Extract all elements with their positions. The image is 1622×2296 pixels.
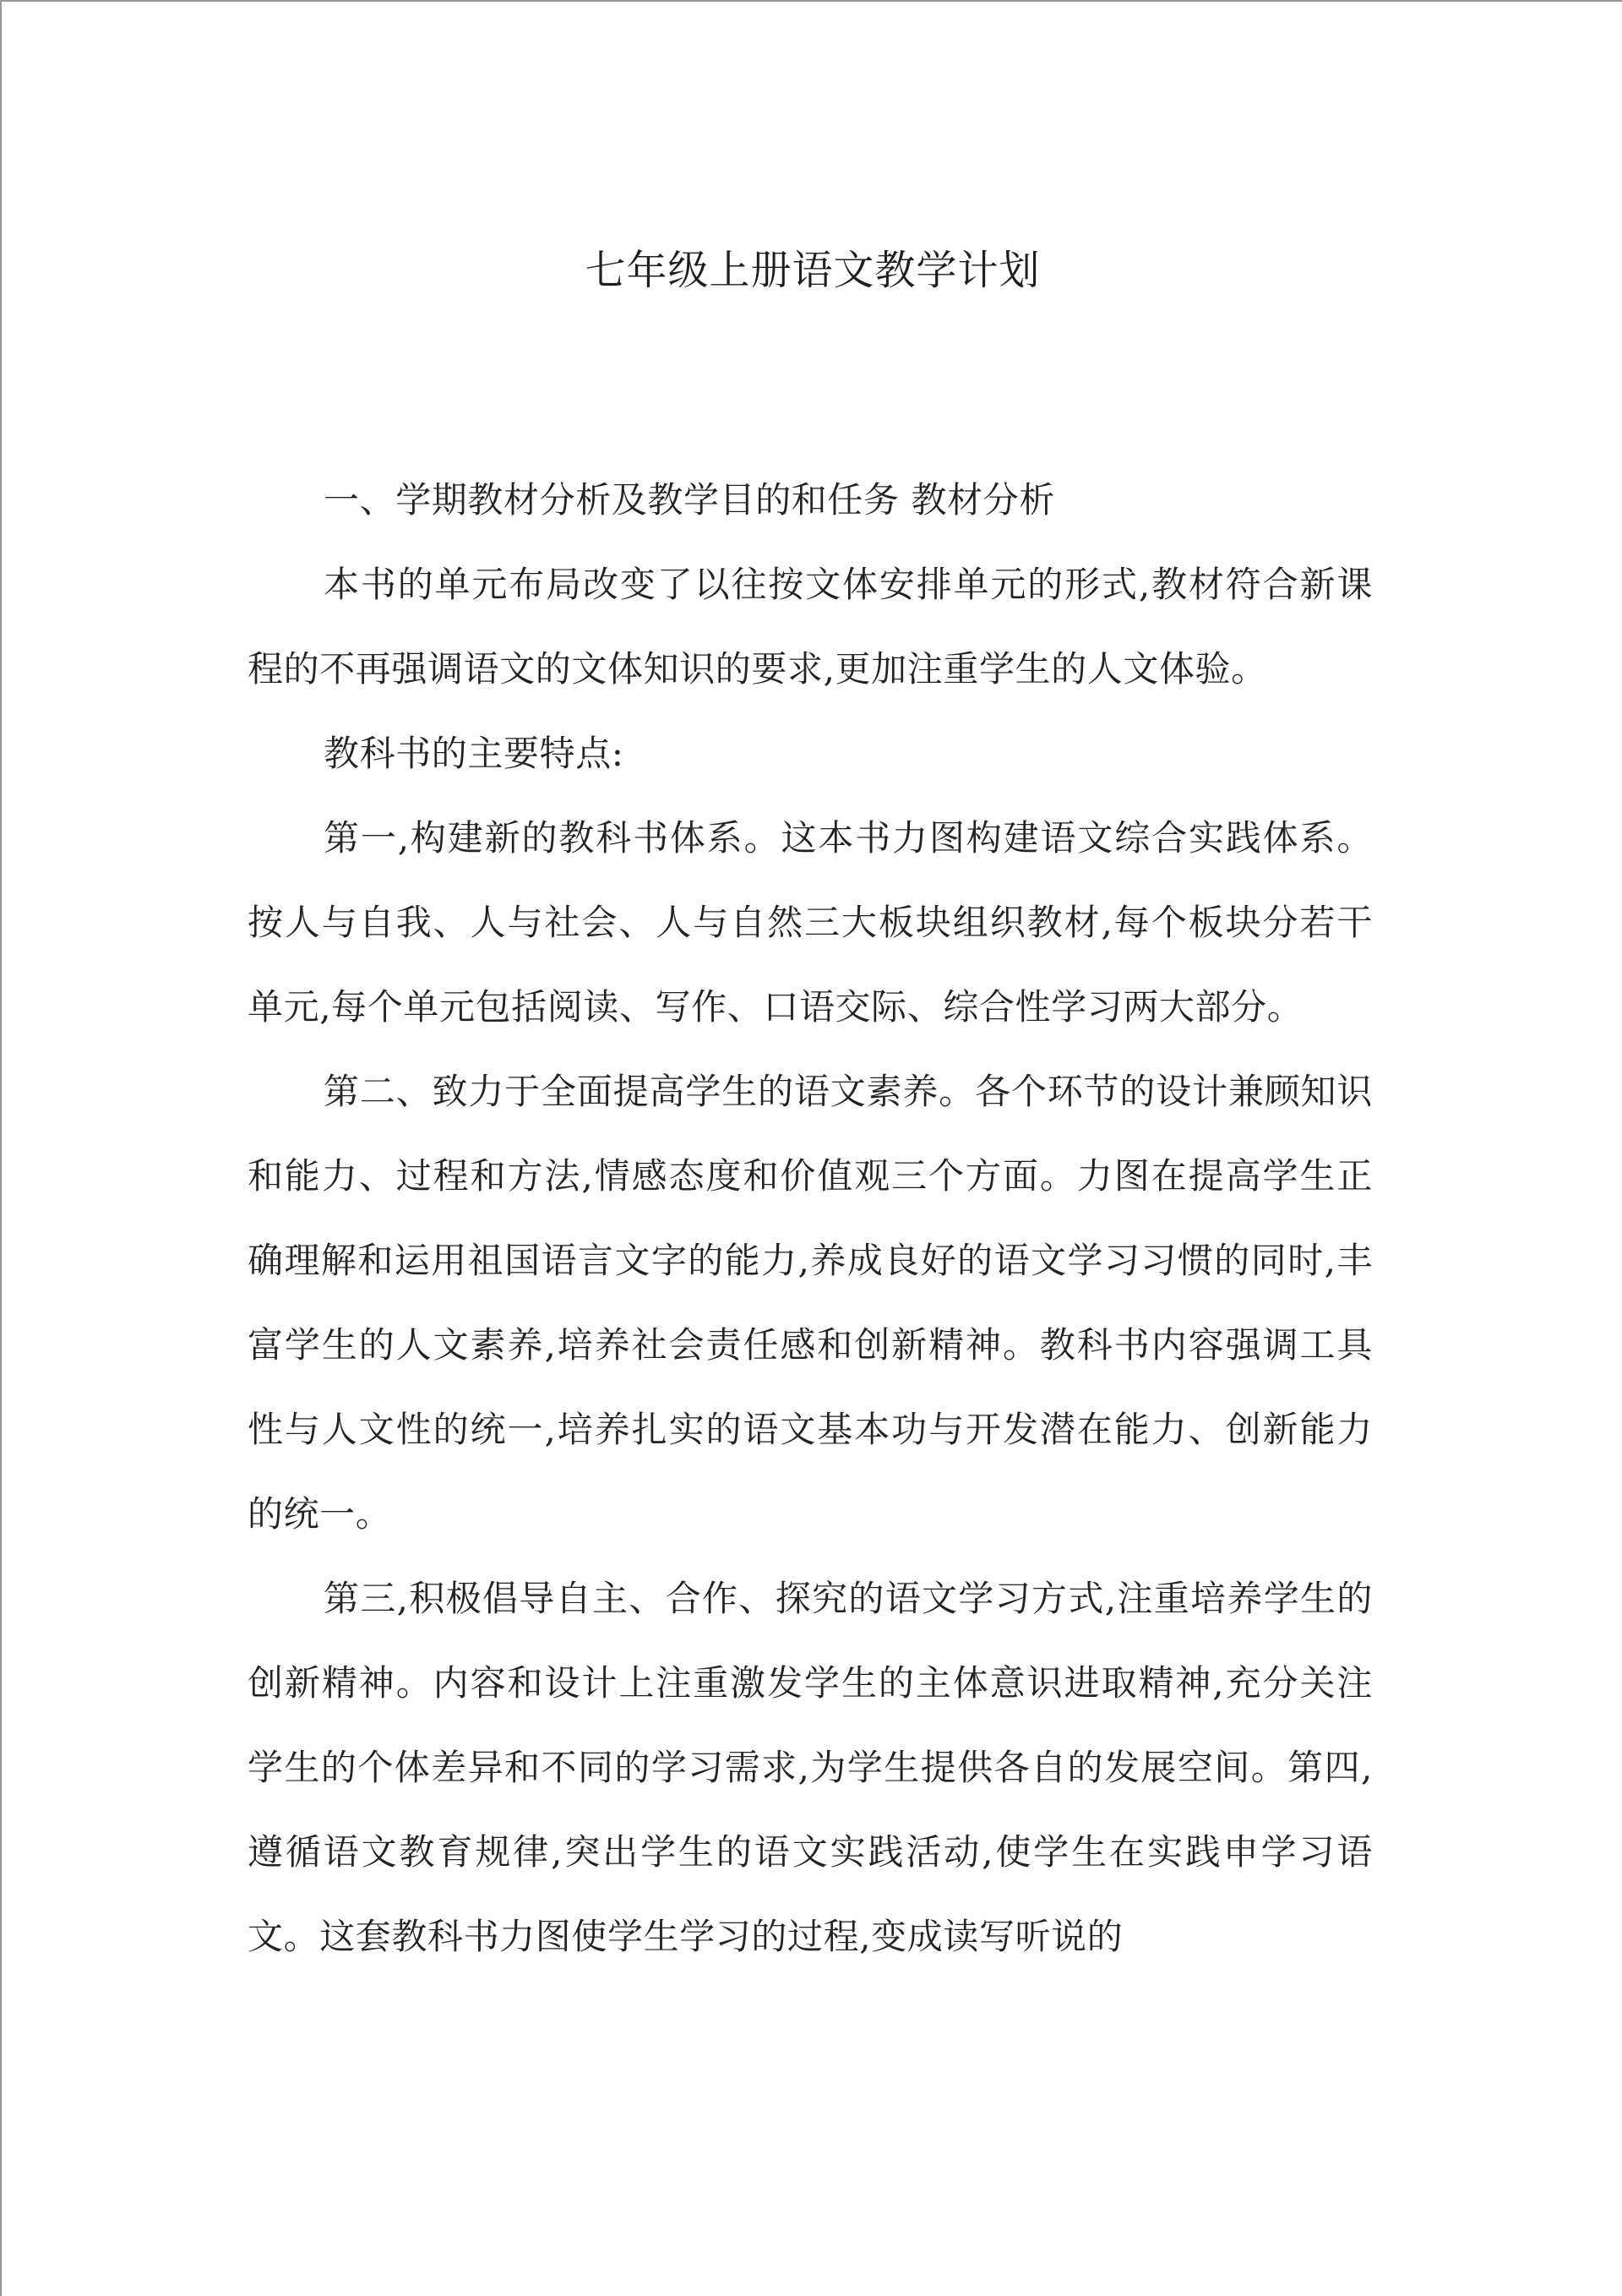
paragraph-feature-one: 第一,构建新的教科书体系。这本书力图构建语文综合实践体系。按人与自我、人与社会、人与自然三大板块组织教材,每个板块分若干单元,每个单元包括阅读、写作、口语交际、综合性学习两大部分。 [248,817,1373,1028]
paragraph-feature-three: 第三,积极倡导自主、合作、探究的语文学习方式,注重培养学生的创新精神。内容和设计上注重激发学生的主体意识进取精神,充分关注学生的个体差异和不同的学习需求,为学生提供各自的发展空间。第四,遵循语文教育规律,突出学生的语文实践活动,使学生在实践申学习语文。这套教科书力图使学生学习的过程,变成读写听说的 [248,1578,1373,1957]
paragraph-feature-two: 第二、致力于全面提高学生的语文素养。各个环节的设计兼顾知识和能力、过程和方法,情感态度和价值观三个方面。力图在提高学生正确理解和运用祖国语言文字的能力,养成良好的语文学习习惯的同时,丰富学生的人文素养,培养社会责任感和创新精神。教科书内容强调工具性与人文性的统一,培养扎实的语文基本功与开发潜在能力、创新能力的统一。 [248,1071,1373,1535]
paragraph-features-intro: 教科书的主要特点: [324,733,624,774]
paragraph-unit-layout: 本书的单元布局改变了以往按文体安排单元的形式,教材符合新课程的不再强调语文的文体知识的要求,更加注重学生的人文体验。 [248,564,1373,690]
document-title: 七年级上册语文教学计划 [585,247,1041,294]
section-heading: 一、学期教材分析及教学目的和任务 教材分析 [324,479,1055,521]
document-body [248,458,1373,1979]
